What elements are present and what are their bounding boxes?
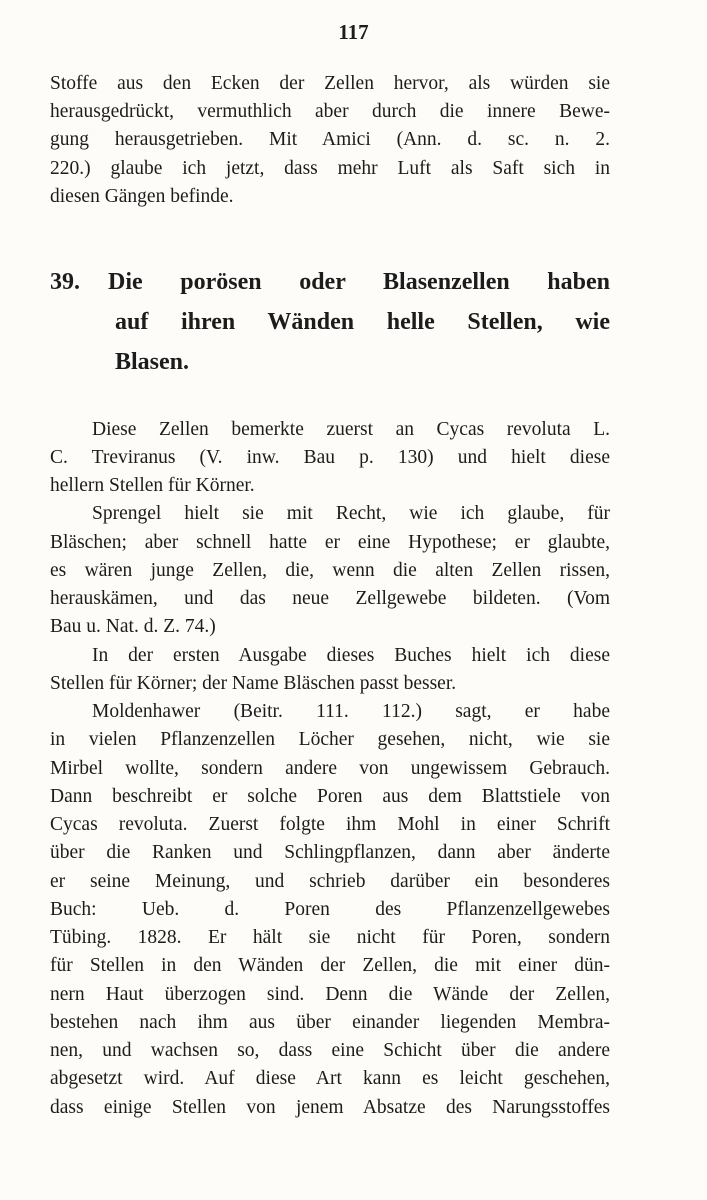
text-line: Dann beschreibt er solche Poren aus dem Blattstiele von: [50, 786, 610, 807]
text-line: es wären junge Zellen, die, wenn die alten Zellen rissen,: [50, 560, 610, 581]
text-line: für Stellen in den Wänden der Zellen, die mit einer dün-: [50, 955, 610, 976]
text-line: In der ersten Ausgabe dieses Buches hielt ich diese: [92, 645, 610, 666]
text-line: herausgedrückt, vermuthlich aber durch die innere Bewe-: [50, 101, 610, 122]
text-line: Sprengel hielt sie mit Recht, wie ich glaube, für: [92, 503, 610, 524]
section-number: 39.: [50, 269, 80, 295]
text-line: diesen Gängen befinde.: [50, 186, 234, 207]
text-line: Diese Zellen bemerkte zuerst an Cycas revoluta L.: [92, 419, 610, 440]
text-line: C. Treviranus (V. inw. Bau p. 130) und hielt diese: [50, 447, 610, 468]
text-line: er seine Meinung, und schrieb darüber ein besonderes: [50, 871, 610, 892]
text-line: Buch: Ueb. d. Poren des Pflanzenzellgewebes: [50, 899, 610, 920]
text-line: dass einige Stellen von jenem Absatze des Narungsstoffes: [50, 1097, 610, 1118]
text-line: Moldenhawer (Beitr. 111. 112.) sagt, er habe: [92, 701, 610, 722]
section-heading-line: Die porösen oder Blasenzellen haben: [108, 269, 610, 295]
text-line: nen, und wachsen so, dass eine Schicht über die andere: [50, 1040, 610, 1061]
text-line: Bläschen; aber schnell hatte er eine Hypothese; er glaubte,: [50, 532, 610, 553]
text-line: nern Haut überzogen sind. Denn die Wände der Zellen,: [50, 984, 610, 1005]
text-line: über die Ranken und Schlingpflanzen, dann aber änderte: [50, 842, 610, 863]
text-line: Tübing. 1828. Er hält sie nicht für Poren, sondern: [50, 927, 610, 948]
text-line: Stellen für Körner; der Name Bläschen passt besser.: [50, 673, 457, 694]
text-line: in vielen Pflanzenzellen Löcher gesehen, nicht, wie sie: [50, 729, 610, 750]
text-line: hellern Stellen für Körner.: [50, 475, 255, 496]
section-heading-line: auf ihren Wänden helle Stellen, wie: [115, 309, 610, 335]
text-line: Bau u. Nat. d. Z. 74.): [50, 616, 216, 637]
page-number: 117: [338, 20, 369, 44]
text-line: Stoffe aus den Ecken der Zellen hervor, als würden sie: [50, 73, 610, 94]
text-line: Cycas revoluta. Zuerst folgte ihm Mohl in einer Schrift: [50, 814, 610, 835]
text-line: 220.) glaube ich jetzt, dass mehr Luft als Saft sich in: [50, 158, 610, 179]
text-line: Mirbel wollte, sondern andere von ungewissem Gebrauch.: [50, 758, 610, 779]
text-line: herauskämen, und das neue Zellgewebe bildeten. (Vom: [50, 588, 610, 609]
text-line: gung herausgetrieben. Mit Amici (Ann. d. sc. n. 2.: [50, 129, 610, 150]
text-line: bestehen nach ihm aus über einander liegenden Membra-: [50, 1012, 610, 1033]
text-line: abgesetzt wird. Auf diese Art kann es leicht geschehen,: [50, 1068, 610, 1089]
section-heading-line: Blasen.: [115, 349, 190, 375]
